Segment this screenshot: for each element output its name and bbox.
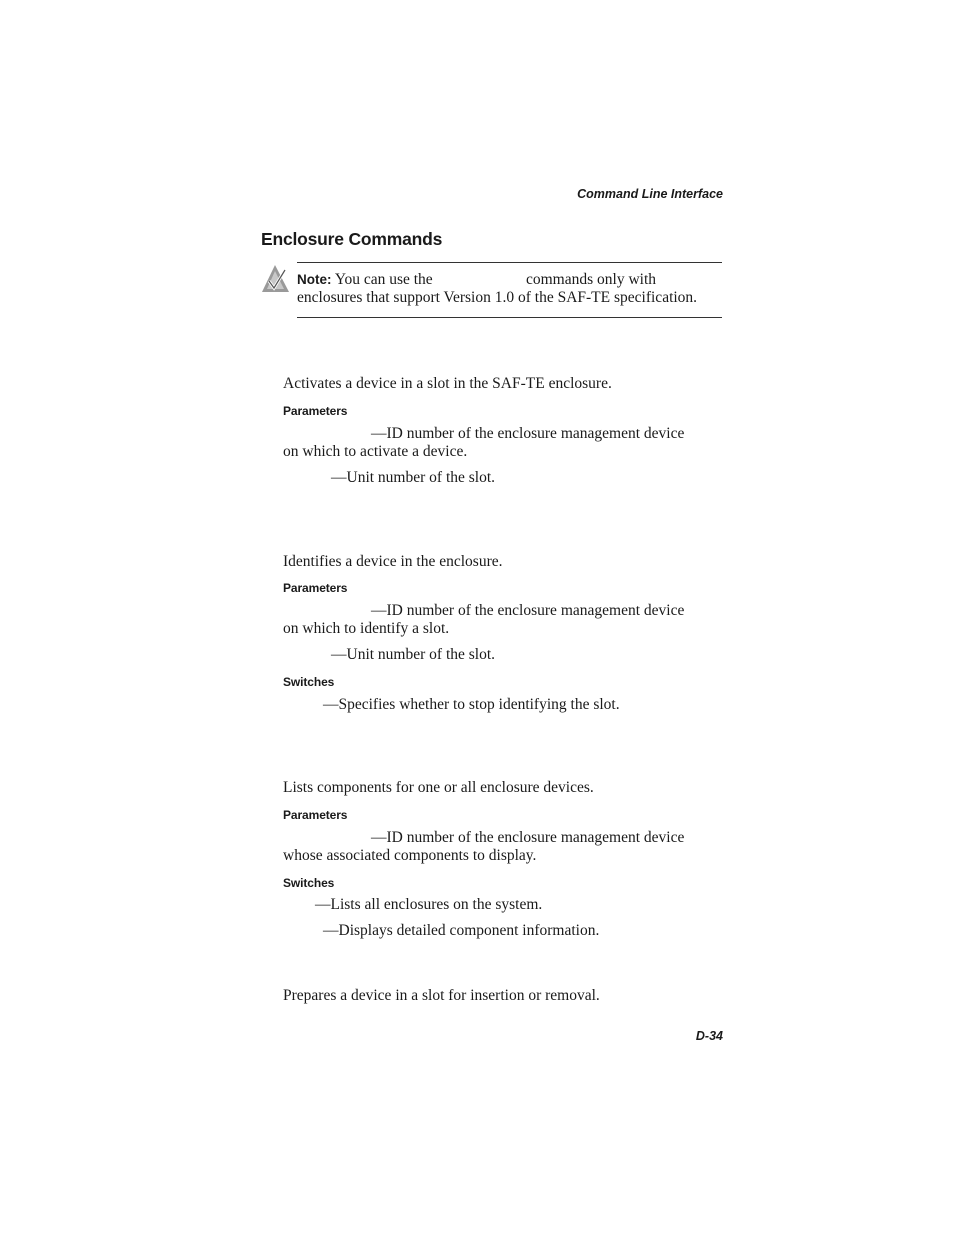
cmd3-description: Lists components for one or all enclosure devices.	[283, 779, 594, 796]
section-title: Enclosure Commands	[261, 229, 443, 249]
cmd1-param2: —Unit number of the slot.	[331, 469, 496, 486]
cmd2-description: Identifies a device in the enclosure.	[283, 553, 503, 570]
note-top-rule	[297, 262, 722, 263]
cmd2-switch1: —Specifies whether to stop identifying the slot.	[323, 696, 620, 713]
cmd2-param1-line1: —ID number of the enclosure management device	[371, 602, 685, 619]
note-bottom-rule	[297, 317, 722, 318]
cmd2-param2: —Unit number of the slot.	[331, 646, 496, 663]
cmd3-param1-line1: —ID number of the enclosure management device	[371, 829, 685, 846]
note-icon	[261, 264, 291, 294]
cmd1-parameters-heading: Parameters	[283, 404, 348, 418]
note-label: Note:	[297, 272, 332, 287]
cmd2-param1-line2: on which to identify a slot.	[283, 620, 450, 637]
cmd3-switch2: —Displays detailed component information.	[323, 922, 600, 939]
cmd2-switches-heading: Switches	[283, 675, 335, 689]
note-text-a: You can use the	[334, 271, 433, 288]
cmd1-param1-line2: on which to activate a device.	[283, 443, 468, 460]
cmd3-parameters-heading: Parameters	[283, 808, 348, 822]
running-header: Command Line Interface	[577, 187, 723, 201]
page-number: D-34	[695, 1029, 723, 1043]
note-line-2: enclosures that support Version 1.0 of the SAF-TE specification.	[297, 289, 698, 306]
cmd4-description: Prepares a device in a slot for insertion or removal.	[283, 987, 600, 1004]
cmd3-switch1: —Lists all enclosures on the system.	[315, 896, 543, 913]
cmd2-parameters-heading: Parameters	[283, 581, 348, 595]
note-text-b: commands only with	[526, 271, 657, 288]
cmd1-description: Activates a device in a slot in the SAF-TE enclosure.	[283, 375, 612, 392]
cmd3-param1-line2: whose associated components to display.	[283, 847, 537, 864]
cmd1-param1-line1: —ID number of the enclosure management device	[371, 425, 685, 442]
note-line-1	[297, 271, 433, 289]
cmd3-switches-heading: Switches	[283, 876, 335, 890]
